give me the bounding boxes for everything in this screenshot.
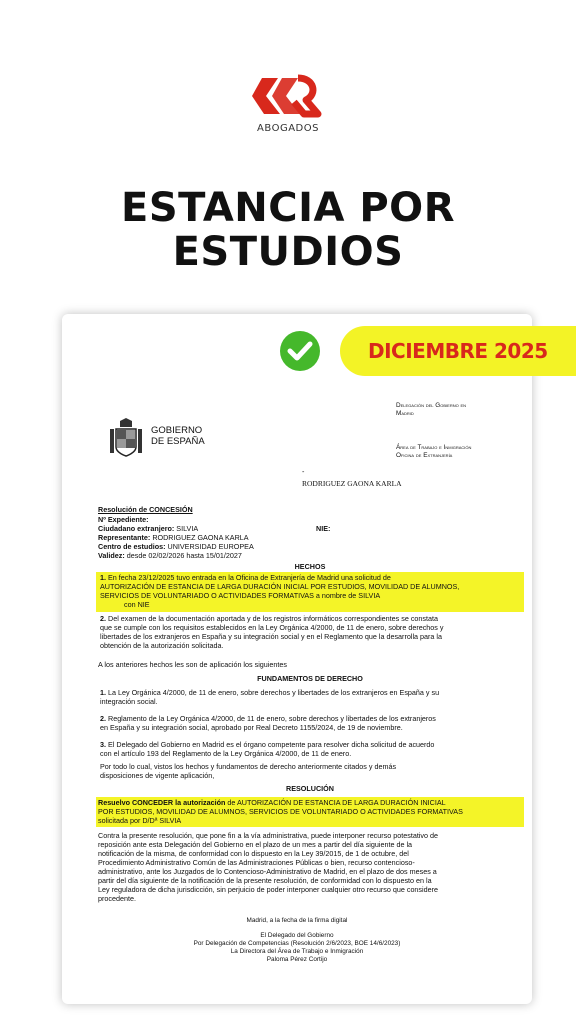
recurso-line-2: reposición ante esta Delegación del Gobierno en el plazo de un mes a partir del día siguiente de la [98,840,413,849]
fundamento-3-line-2: con el artículo 193 del Reglamento de la Ley Orgánica 4/2000, de 11 de enero. [100,749,352,758]
fundamento-1-num: 1. [100,688,106,697]
hecho-2 [100,614,524,650]
recurso-line-1: Contra la presente resolución, que pone fin a la vía administrativa, puede interponer recurso potestativo de [98,831,439,840]
date-label: DICIEMBRE 2025 [368,339,548,363]
resolucion-body [98,798,522,825]
hecho-2-line-3: libertades de los extranjeros en España y su integración social y en el Reglamento que la desarrolla para la [100,632,443,641]
por-todo-line-1: Por todo lo cual, vistos los hechos y fundamentos de derecho anteriormente citados y demás [100,762,397,771]
resolucion-bold: Resuelvo CONCEDER la autorización [98,798,226,807]
representante-row [98,533,249,542]
por-todo [100,762,524,780]
delegacion-line-2: Madrid [396,410,414,417]
hecho-2-line-1: Del examen de la documentación aportada y de los registros informáticos correspondientes se constata [108,614,439,623]
coat-of-arms-icon [108,417,144,457]
validez-row [98,551,242,560]
fundamento-3-num: 3. [100,740,106,749]
expediente-row [98,515,149,524]
signature-line-2: Por Delegación de Competencias (Resolución 2/6/2023, BOE 14/6/2023) [193,940,401,947]
fundamento-2 [100,714,524,732]
recurso-paragraph [98,831,522,903]
gobierno-line-2: DE ESPAÑA [151,436,205,447]
hechos-apply: A los anteriores hechos les son de aplicación los siguientes [98,660,287,669]
nie-label: NIE: [316,524,331,533]
signature-line-3: La Directora del Área de Trabajo e Inmigración [230,948,364,955]
headline-line-1: ESTANCIA POR [121,185,455,231]
expediente-label: Nº Expediente: [98,515,149,524]
validez-value: desde 02/02/2026 hasta 15/01/2027 [126,551,242,560]
hecho-1-line-4: con NIE [124,600,150,609]
resolucion-title: Resolución de CONCESIÓN [98,505,193,514]
resolucion-heading: RESOLUCIÓN [286,784,334,793]
fundamento-3 [100,740,524,758]
addressee: RODRIGUEZ GAONA KARLA [302,479,402,488]
hecho-2-line-2: que se cumple con los requisitos establecidos en la Ley Orgánica 4/2000, de 11 de enero, sobre derechos y [100,623,444,632]
area-line-2: Oficina de Extranjería [396,452,453,459]
por-todo-line-2: disposiciones de vigente aplicación, [100,771,215,780]
ciudadano-row [98,524,198,533]
recurso-line-7: Ley reguladora de dicha jurisdicción, sin perjuicio de poder interponer cualquier otro recurso que considere [98,885,439,894]
centro-value: UNIVERSIDAD EUROPEA [167,542,254,551]
representante-value: RODRIGUEZ GAONA KARLA [152,533,249,542]
logo-text: ABOGADOS [257,123,319,134]
recurso-line-6: partir del día siguiente de la notificación de la presente resolución, de conformidad con lo dispuesto en la [98,876,432,885]
hecho-1-line-2: AUTORIZACIÓN DE ESTANCIA DE LARGA DURACIÓN INICIAL POR ESTUDIOS, MOVILIDAD DE ALUMNOS, [100,582,460,591]
signature-line-1: El Delegado del Gobierno [260,932,334,939]
fundamento-1 [100,688,524,706]
fundamento-1-line-1: La Ley Orgánica 4/2000, de 11 de enero, sobre derechos y libertades de los extranjeros en España y su [108,688,440,697]
headline [0,186,576,274]
centro-label: Centro de estudios: [98,542,166,551]
fundamento-2-line-2: en España y su integración social, aprobado por Real Decreto 1155/2024, de 19 de noviembre. [100,723,403,732]
fundamento-2-num: 2. [100,714,106,723]
headline-line-2: ESTUDIOS [172,229,404,275]
check-icon [279,330,321,372]
centro-row [98,542,254,551]
hecho-1 [100,573,524,609]
dash-mark: - [302,467,305,476]
fundamentos-title: FUNDAMENTOS DE DERECHO [257,674,363,683]
hechos-title: HECHOS [294,562,326,571]
representante-label: Representante: [98,533,151,542]
fundamento-2-line-1: Reglamento de la Ley Orgánica 4/2000, de 11 de enero, sobre derechos y libertades de los extranjeros [108,714,436,723]
area-line-1: Área de Trabajo e Inmigración [396,444,472,451]
hecho-1-line-3: SERVICIOS DE VOLUNTARIADO O ACTIVIDADES FORMATIVAS a nombre de SILVIA [100,591,381,600]
hecho-1-num: 1. [100,573,106,582]
ciudadano-label: Ciudadano extranjero: [98,524,175,533]
hecho-2-num: 2. [100,614,106,623]
fundamento-3-line-1: El Delegado del Gobierno en Madrid es el órgano competente para resolver dicha solicitud de acuerdo [108,740,435,749]
recurso-line-4: Procedimiento Administrativo Común de las Administraciones Públicas o bien, recurso contencioso- [98,858,415,867]
area-label [396,444,471,460]
recurso-line-5: administrativo, ante los Juzgados de lo Contencioso-Administrativo de Madrid, en el plazo de dos meses a [98,867,437,876]
signature-place: Madrid, a la fecha de la firma digital [246,917,348,924]
signature-block [70,932,524,964]
recurso-line-3: notificación de la misma, de conformidad con lo dispuesto en la Ley 39/2015, de 1 de octubre, del [98,849,409,858]
resolucion-line-2: POR ESTUDIOS, MOVILIDAD DE ALUMNOS, SERVICIOS DE VOLUNTARIADO O ACTIVIDADES FORMATIVAS [98,807,463,816]
recurso-line-8: procedente. [98,894,136,903]
ciudadano-value: SILVIA [176,524,199,533]
signature-line-4: Paloma Pérez Cortijo [266,956,328,963]
delegacion-label [396,402,466,418]
hecho-2-line-4: obtención de la autorización solicitada. [100,641,224,650]
resolucion-line-1: de AUTORIZACIÓN DE ESTANCIA DE LARGA DURACIÓN INICIAL [227,798,446,807]
validez-label: Validez: [98,551,125,560]
resolucion-line-3: solicitada por D/Dª SILVIA [98,816,182,825]
fundamento-1-line-2: integración social. [100,697,158,706]
gobierno-label [151,425,205,447]
delegacion-line-1: Delegación del Gobierno en [396,402,467,409]
gobierno-line-1: GOBIERNO [151,425,203,436]
hecho-1-line-1: En fecha 23/12/2025 tuvo entrada en la Oficina de Extranjería de Madrid una solicitud de [108,573,391,582]
